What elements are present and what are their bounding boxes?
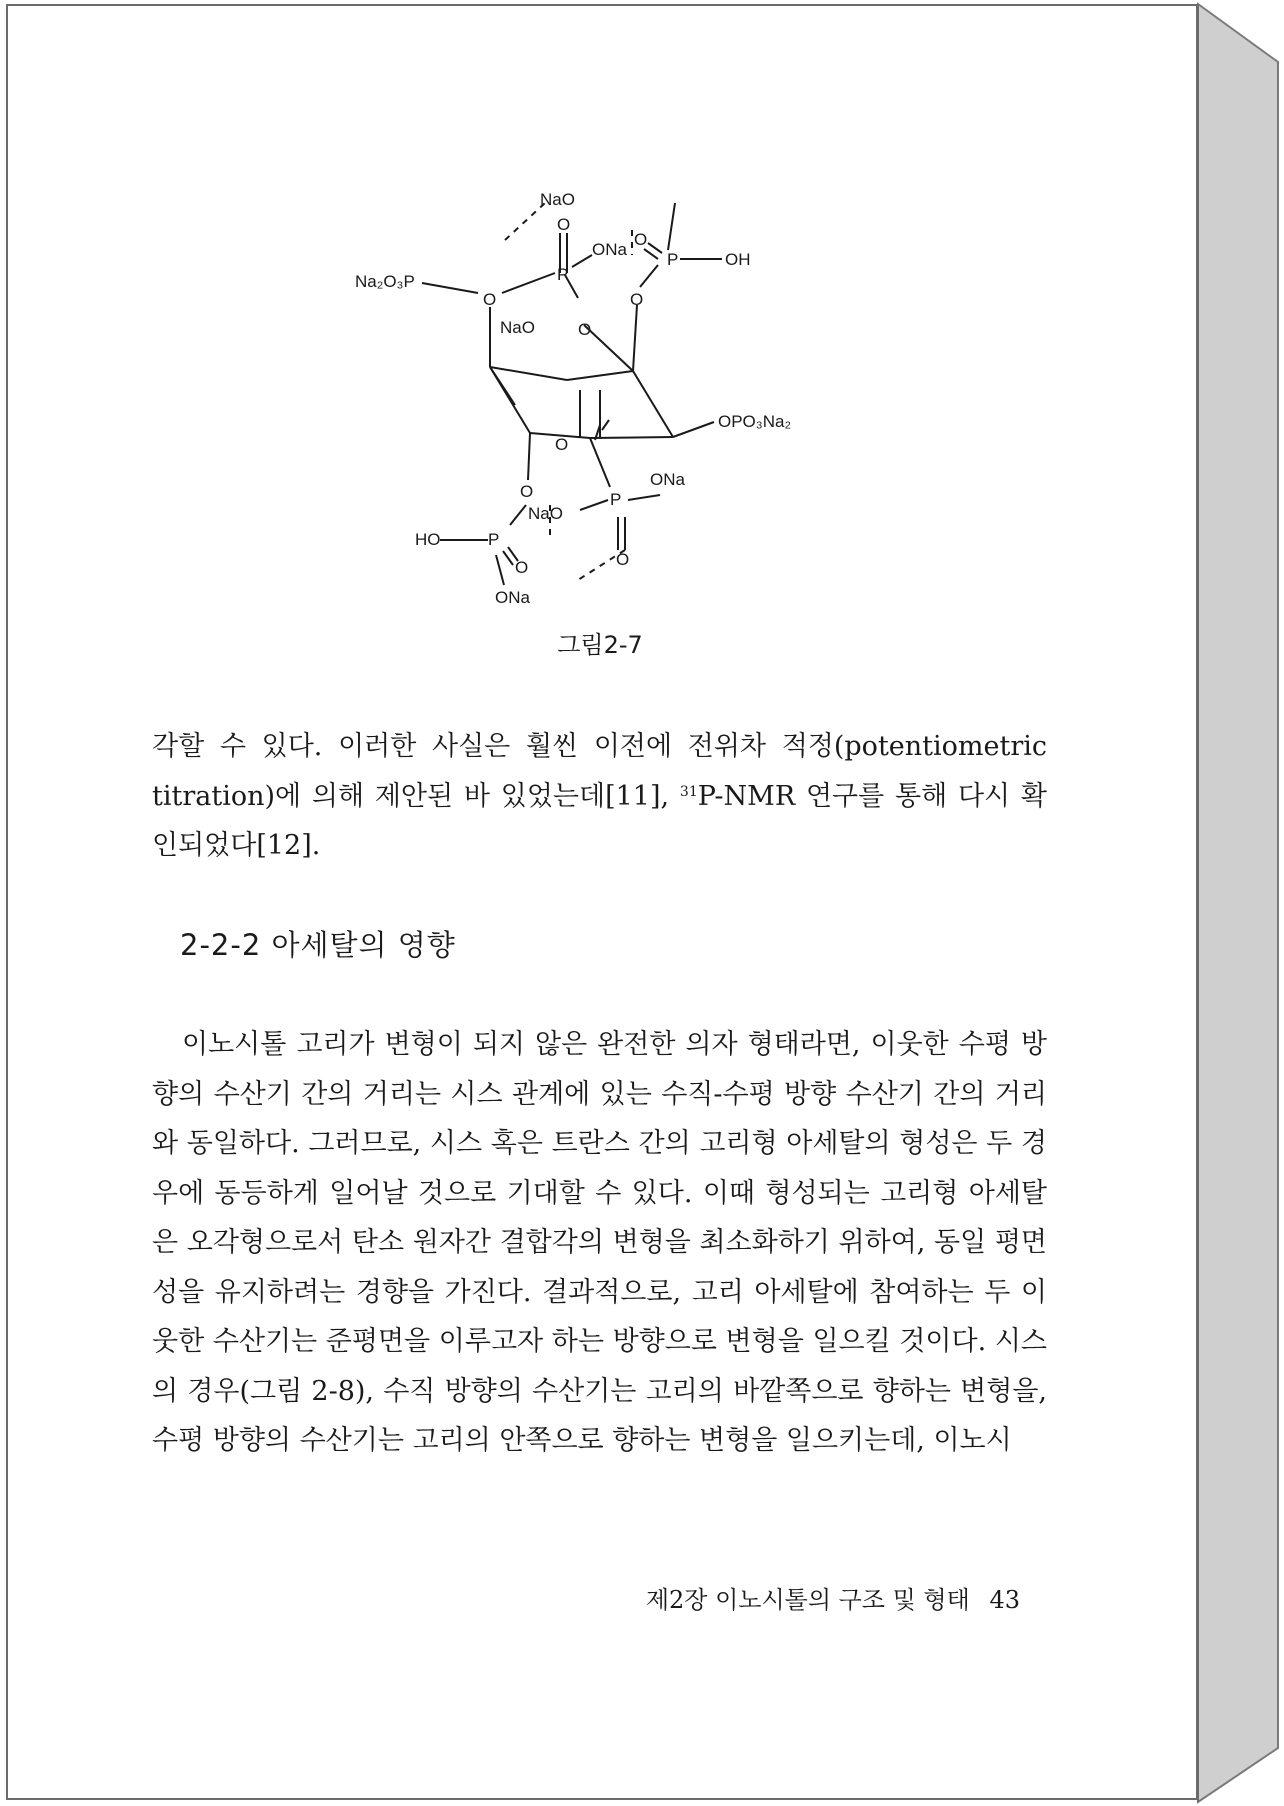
structure-svg xyxy=(355,175,840,615)
label-o-double-upper: O xyxy=(557,215,571,234)
label-ho-left: HO xyxy=(415,530,441,549)
label-o-lower-left: O xyxy=(520,482,534,501)
label-o-ring-low: O xyxy=(555,435,569,454)
label-na2o3p: Na₂O₃P xyxy=(355,272,415,291)
label-o-ring: O xyxy=(578,320,592,339)
label-p-upper-right: P xyxy=(667,250,679,269)
paragraph-1-part-1: 각할 수 있다. 이러한 사실은 훨씬 이전에 전위차 적정(potentiometric titration)에 의해 제안된 바 있었는데[11], xyxy=(152,731,1047,812)
label-nao-lower: NaO xyxy=(528,504,563,523)
label-p-lower-right: P xyxy=(610,490,622,509)
atom-labels xyxy=(355,190,791,607)
page-number: 43 xyxy=(989,1586,1020,1614)
paragraph-1-part-2: P-NMR 연구를 통해 다시 확인되었다[12]. xyxy=(152,780,1047,861)
page-footer xyxy=(600,1580,1020,1615)
label-nao-top: NaO xyxy=(540,190,575,209)
ionic-interactions xyxy=(505,203,632,580)
label-o-double-lower-left: O xyxy=(515,558,529,577)
label-ona-upper: ONa xyxy=(592,240,627,259)
paragraph-2: 이노시톨 고리가 변형이 되지 않은 완전한 의자 형태라면, 이웃한 수평 방향의 수산기 간의 거리는 시스 관계에 있는 수직-수평 방향 수산기 간의 거리와 동일하다. 그러므로, 시스 혹은 트란스 간의 고리형 아세탈의 형성은 두 경우에 동등하게 일어날 것으로 기대할 수 있다. 이때 형성되는 고리형 아세탈은 오각형으로서 탄소 원자간 결합각의 변형을 최소화하기 위하여, 동일 평면성을 유지하려는 경향을 가진다. 결과적으로, 고리 아세탈에 참여하는 두 이웃한 수산기는 준평면을 이루고자 하는 방향으로 변형을 일으킬 것이다. 시스의 경우(그림 2-8), 수직 방향의 수산기는 고리의 바깥쪽으로 향하는 변형을, 수평 방향의 수산기는 고리의 안쪽으로 향하는 변형을 일으키는데, 이노시 xyxy=(152,1029,1047,1456)
chemical-structure-figure xyxy=(355,175,840,615)
label-nao-upper: NaO xyxy=(500,318,535,337)
label-o-double-upper-right: O xyxy=(634,230,648,249)
paragraph-1 xyxy=(152,722,1047,871)
label-ona-bottom: ONa xyxy=(495,588,530,607)
figure-caption: 그림2-7 xyxy=(557,631,643,659)
label-oh-right: OH xyxy=(725,250,751,269)
label-o-upper-right: O xyxy=(630,290,644,309)
label-p-lower-left: P xyxy=(488,530,500,549)
isotope-superscript: 31 xyxy=(679,783,698,800)
label-opo3na2: OPO₃Na₂ xyxy=(718,412,792,431)
label-ona-lower: ONa xyxy=(650,470,685,489)
label-o-double-lower-right: O xyxy=(616,550,630,569)
chapter-title: 제2장 이노시톨의 구조 및 형태 xyxy=(645,1586,970,1614)
section-heading: 2-2-2 아세탈의 영향 xyxy=(180,928,456,962)
label-o-upper-left: O xyxy=(483,290,497,309)
label-p-upper: P xyxy=(557,265,569,284)
